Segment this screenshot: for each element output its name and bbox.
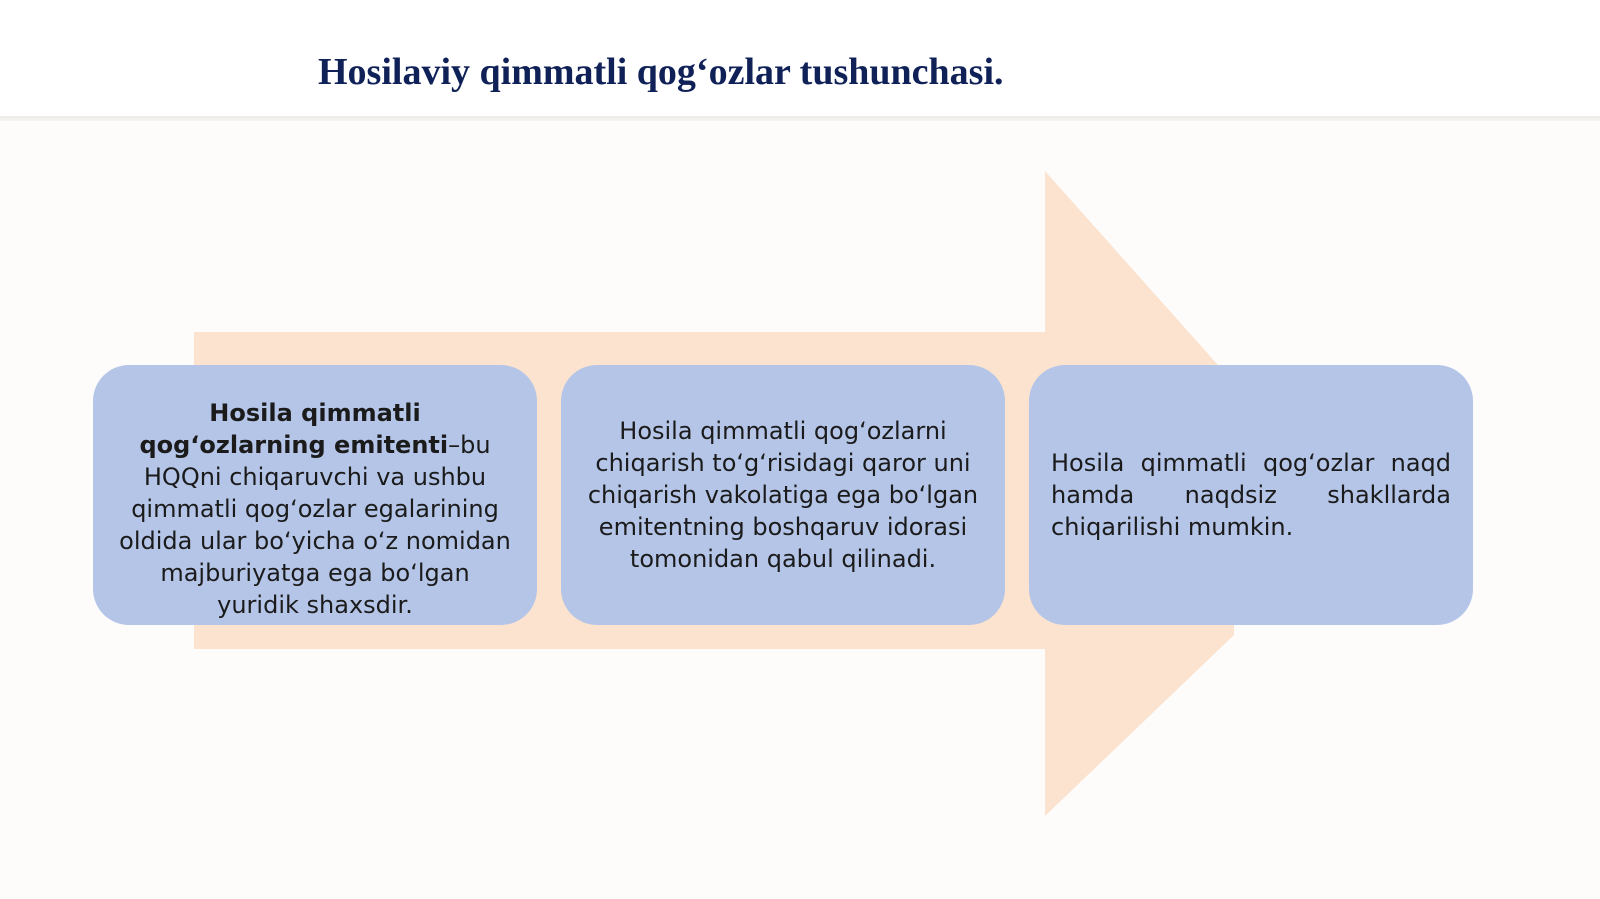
emitent-term: Hosila qimmatli qog‘ozlarning emitenti [139,399,449,459]
info-box-emitent [93,365,537,625]
slide-title: Hosilaviy qimmatli qog‘ozlar tushunchasi. [318,51,1004,93]
slide-header [0,0,1600,116]
emitent-definition: –bu HQQni chiqaruvchi va ushbu qimmatli qog‘ozlar egalarining oldida ular bo‘yicha o‘z nomidan majburiyatga ega bo‘lgan yuridik shaxsdir. [119,431,511,619]
info-box-emitent-text [93,365,537,621]
forms-text: Hosila qimmatli qog‘ozlar naqd hamda naqdsiz shakllarda chiqarilishi mumkin. [1051,449,1451,541]
info-box-issue-decision [561,365,1005,625]
info-box-forms [1029,365,1473,625]
issue-decision-text: Hosila qimmatli qog‘ozlarni chiqarish to‘g‘risidagi qaror uni chiqarish vakolatiga ega bo‘lgan emitentning boshqaruv idorasi tomonidan qabul qilinadi. [587,417,979,573]
